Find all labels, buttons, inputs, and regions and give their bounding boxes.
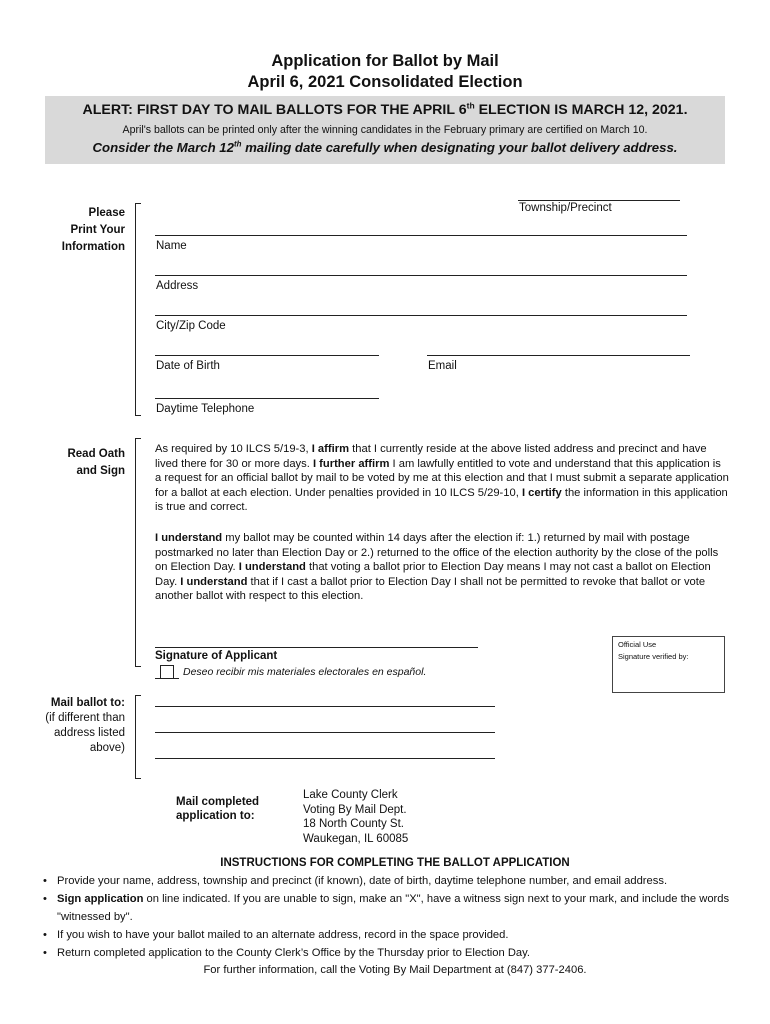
alt-address-line-2[interactable] — [155, 732, 495, 733]
instruction-item: • Sign application on line indicated. If you are unable to sign, make an "X", have a witness sign next to your mark, and include the words "witnessed by". — [43, 893, 730, 923]
instructions-list — [43, 872, 753, 962]
cityzip-field[interactable] — [155, 315, 687, 316]
oath-paragraph-1: As required by 10 ILCS 5/19-3, I affirm that I currently reside at the above listed address and precinct and have lived there for 30 or more days. I further affirm I am lawfully entitled to vote and understand that this application is a request for an official ballot by mail to be voted by me at this election and that I must submit a separate application for a ballot at each election. Under penalties provided in 10 ILCS 5/29-10, I certify the information in this application is true and correct. — [155, 443, 729, 514]
dob-label: Date of Birth — [156, 360, 220, 372]
instruction-item: • Provide your name, address, township and precinct (if known), date of birth, daytime telephone number, and email address. — [43, 875, 668, 887]
alert-headline: ALERT: FIRST DAY TO MAIL BALLOTS FOR THE APRIL 6th ELECTION IS MARCH 12, 2021. — [82, 100, 688, 118]
return-address: Lake County Clerk Voting By Mail Dept. 18 North County St. Waukegan, IL 60085 — [303, 789, 409, 845]
alert-warning: Consider the March 12th mailing date carefully when designating your ballot delivery address. — [92, 139, 678, 155]
info-bracket — [135, 203, 141, 416]
email-field[interactable] — [427, 355, 690, 356]
footer-contact: For further information, call the Voting By Mail Department at (847) 377-2406. — [203, 964, 587, 976]
mail-to-side-note: (if different than address listed above) — [45, 712, 125, 754]
official-use-label: Signature verified by: — [618, 652, 689, 661]
name-field[interactable] — [155, 235, 687, 236]
document-title: Application for Ballot by Mail — [271, 52, 499, 70]
mail-completed-label: Mail completed application to: — [176, 796, 260, 822]
alt-address-line-1[interactable] — [155, 706, 495, 707]
alert-note: April's ballots can be printed only after the winning candidates in the February primary are certified on March 10. — [122, 124, 648, 136]
spanish-option-label: Deseo recibir mis materiales electorales en español. — [183, 665, 427, 678]
oath-bracket — [135, 438, 141, 667]
email-label: Email — [428, 360, 457, 372]
oath-side-label: Read Oath and Sign — [67, 448, 125, 477]
township-field[interactable] — [518, 200, 680, 201]
mail-to-side-label: Mail ballot to: — [50, 697, 125, 709]
phone-field[interactable] — [155, 398, 379, 399]
official-use-title: Official Use — [618, 640, 657, 649]
alert-box — [45, 96, 725, 164]
alt-address-line-3[interactable] — [155, 758, 495, 759]
signature-field[interactable] — [155, 647, 478, 648]
phone-label: Daytime Telephone — [156, 403, 255, 415]
address-field[interactable] — [155, 275, 687, 276]
oath-paragraph-2: I understand my ballot may be counted within 14 days after the election if: 1.) returned by mail with postage postmarked no later than Election Day or 2.) returned to the office of the election authority by the close of the polls on Election Day. I understand that voting a ballot prior to Election Day means I may not cast a ballot on Election Day. I understand that if I cast a ballot prior to Election Day I shall not be permitted to revoke that ballot or vote another ballot with respect to this election. — [155, 532, 719, 603]
instruction-item: • If you wish to have your ballot mailed to an alternate address, record in the space provided. — [43, 929, 509, 941]
mail-to-bracket — [135, 695, 141, 779]
name-label: Name — [156, 240, 187, 252]
cityzip-label: City/Zip Code — [156, 320, 226, 332]
signature-label: Signature of Applicant — [155, 650, 278, 662]
address-label: Address — [156, 280, 199, 292]
spanish-option — [155, 665, 426, 679]
info-side-label: Please Print Your Information — [61, 207, 125, 253]
township-label: Township/Precinct — [519, 202, 612, 214]
instructions-title: INSTRUCTIONS FOR COMPLETING THE BALLOT APPLICATION — [220, 857, 570, 869]
document-subtitle: April 6, 2021 Consolidated Election — [247, 73, 523, 91]
dob-field[interactable] — [155, 355, 379, 356]
official-use-box — [612, 636, 725, 693]
instruction-item: • Return completed application to the County Clerk’s Office by the Thursday prior to Election Day. — [43, 947, 531, 959]
spanish-checkbox[interactable] — [160, 665, 174, 679]
